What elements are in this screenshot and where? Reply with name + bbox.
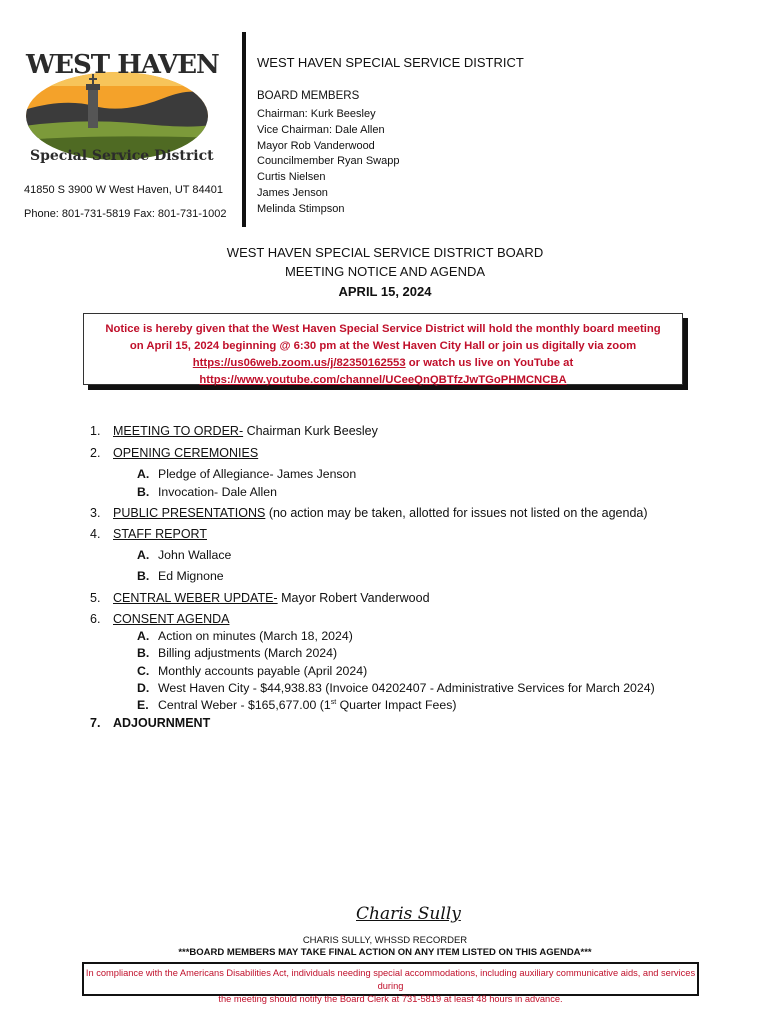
notice-line2: on April 15, 2024 beginning @ 6:30 pm at the West Haven City Hall or join us digitally via zoom [129, 340, 637, 352]
agenda-subitem-6d: D. West Haven City - $44,938.83 (Invoice 04202407 - Administrative Services for March 2024) [137, 681, 655, 695]
board-members-list [257, 107, 399, 218]
agenda-item-6: 6. CONSENT AGENDA [90, 612, 230, 626]
board-member: Melinda Stimpson [257, 202, 345, 215]
board-member: James Jenson [257, 186, 328, 199]
ada-line2: the meeting should notify the Board Clerk at 731-5819 at least 48 hours in advance. [218, 994, 563, 1004]
final-action-note: ***BOARD MEMBERS MAY TAKE FINAL ACTION ON ANY ITEM LISTED ON THIS AGENDA*** [178, 947, 592, 958]
agenda-item-2: 2. OPENING CEREMONIES [90, 446, 259, 460]
agenda-subitem-4b: B. Ed Mignone [137, 569, 224, 583]
meeting-date: APRIL 15, 2024 [338, 284, 432, 299]
notice-line3-tail: or watch us live on YouTube at [405, 357, 574, 369]
board-member: Councilmember Ryan Swapp [257, 155, 400, 168]
address: 41850 S 3900 W West Haven, UT 84401 [24, 184, 223, 196]
agenda-subitem-6b: B. Billing adjustments (March 2024) [137, 646, 338, 660]
ada-notice-box [82, 962, 699, 1004]
agenda-item-4: 4. STAFF REPORT [90, 527, 207, 541]
agenda-subitem-6c: C. Monthly accounts payable (April 2024) [137, 664, 368, 678]
logo-subtitle: Special Service District [30, 148, 214, 164]
agenda-item-7: 7. ADJOURNMENT [90, 716, 211, 730]
board-members-label: BOARD MEMBERS [257, 90, 360, 102]
notice-line1: Notice is hereby given that the West Haven Special Service District will hold the monthly board meeting [105, 323, 661, 335]
agenda-item-3: 3. PUBLIC PRESENTATIONS (no action may be taken, allotted for issues not listed on the agenda) [90, 506, 648, 520]
logo-title: WEST HAVEN [26, 50, 219, 80]
meeting-notice-box [83, 313, 683, 385]
agenda-subitem-2b: B. Invocation- Dale Allen [137, 485, 277, 499]
agenda-title-line2: MEETING NOTICE AND AGENDA [284, 264, 486, 279]
board-member: Vice Chairman: Dale Allen [257, 123, 385, 136]
zoom-link[interactable]: https://us06web.zoom.us/j/82350162553 [192, 357, 406, 369]
header-divider [242, 32, 246, 227]
youtube-link[interactable]: https://www.youtube.com/channel/UCeeQnQBTfzJwTGoPHMCNCBA [199, 374, 567, 386]
agenda-subitem-6a: A. Action on minutes (March 18, 2024) [137, 629, 353, 643]
board-member: Mayor Rob Vanderwood [257, 139, 375, 152]
ada-line1: In compliance with the Americans Disabilities Act, individuals needing special accommodations, including auxiliary communicative aids, and services during [85, 968, 696, 991]
agenda-subitem-4a: A. John Wallace [137, 548, 232, 562]
district-name: WEST HAVEN SPECIAL SERVICE DISTRICT [257, 55, 524, 70]
phone-fax: Phone: 801-731-5819 Fax: 801-731-1002 [24, 208, 227, 220]
agenda-subitem-6e: E. Central Weber - $165,677.00 (1st Quarter Impact Fees) [137, 698, 457, 712]
agenda-subitem-2a: A. Pledge of Allegiance- James Jenson [137, 467, 357, 481]
board-member: Chairman: Kurk Beesley [257, 108, 376, 120]
agenda-title-line1: WEST HAVEN SPECIAL SERVICE DISTRICT BOARD [226, 245, 544, 260]
signature: Charis Sully [356, 904, 461, 924]
notice-line3 [84, 355, 682, 372]
agenda-item-5: 5. CENTRAL WEBER UPDATE- Mayor Robert Vanderwood [90, 591, 430, 605]
recorder-name: CHARIS SULLY, WHSSD RECORDER [302, 935, 468, 946]
agenda-item-1: 1. MEETING TO ORDER- Chairman Kurk Beesley [90, 424, 378, 438]
board-member: Curtis Nielsen [257, 171, 326, 184]
